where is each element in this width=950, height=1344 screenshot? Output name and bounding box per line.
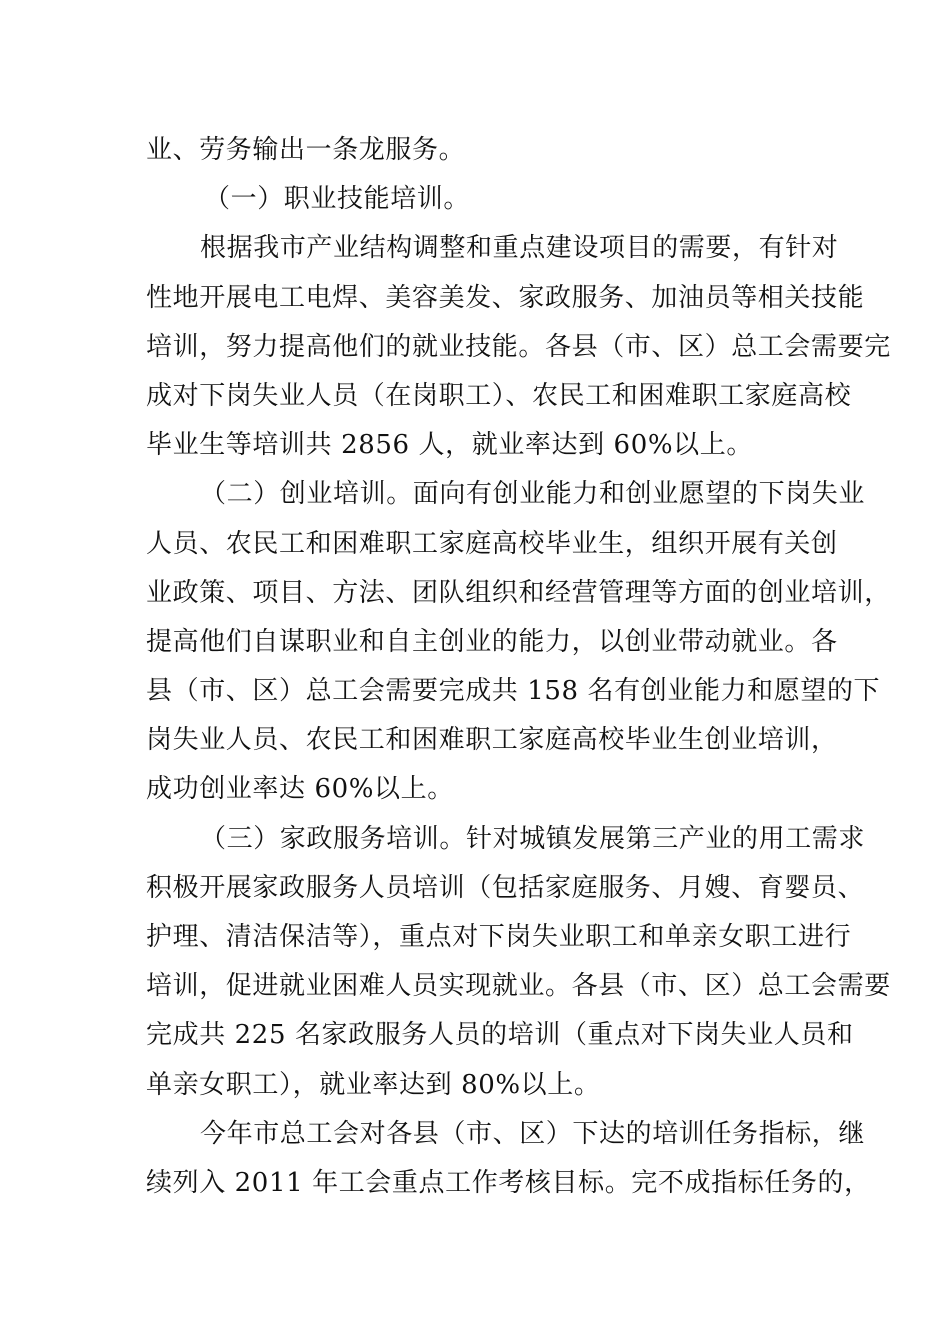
paragraph-line: 今年市总工会对各县（市、区）下达的培训任务指标，继	[200, 1118, 866, 1149]
paragraph-line: 毕业生等培训共 2856 人，就业率达到 60%以上。	[146, 430, 753, 461]
paragraph-line: 续列入 2011 年工会重点工作考核目标。完不成指标任务的，	[146, 1167, 871, 1198]
document-body	[146, 126, 891, 1208]
paragraph-line: 岗失业人员、农民工和困难职工家庭高校毕业生创业培训，	[146, 725, 838, 756]
paragraph-line: 人员、农民工和困难职工家庭高校毕业生，组织开展有关创	[146, 528, 838, 559]
paragraph-line: 护理、清洁保洁等），重点对下岗失业职工和单亲女职工进行	[146, 922, 852, 952]
paragraph-line: 县（市、区）总工会需要完成共 158 名有创业能力和愿望的下	[146, 676, 881, 707]
paragraph-line: 成对下岗失业人员（在岗职工）、农民工和困难职工家庭高校	[146, 380, 852, 411]
paragraph-line: 性地开展电工电焊、美容美发、家政服务、加油员等相关技能	[146, 282, 865, 313]
paragraph-line: 提高他们自谋职业和自主创业的能力，以创业带动就业。各	[146, 626, 838, 657]
paragraph-line: 积极开展家政服务人员培训（包括家庭服务、月嫂、育婴员、	[146, 872, 865, 903]
paragraph-line: 成功创业率达 60%以上。	[146, 774, 454, 805]
paragraph-line: 业政策、项目、方法、团队组织和经营管理等方面的创业培训，	[146, 577, 891, 608]
paragraph-line: （三）家政服务培训。针对城镇发展第三产业的用工需求	[200, 823, 866, 854]
paragraph-line: 完成共 225 名家政服务人员的培训（重点对下岗失业人员和	[146, 1020, 854, 1051]
paragraph-line: 根据我市产业结构调整和重点建设项目的需要，有针对	[200, 233, 839, 264]
paragraph-continuation-line: 业、劳务输出一条龙服务。	[146, 135, 466, 165]
paragraph-line: 培训，努力提高他们的就业技能。各县（市、区）总工会需要完	[146, 331, 891, 362]
section-heading-vocational-training: （一）职业技能培训。	[204, 184, 471, 215]
paragraph-line: 培训，促进就业困难人员实现就业。各县（市、区）总工会需要	[146, 971, 891, 1002]
paragraph-line: 单亲女职工），就业率达到 80%以上。	[146, 1069, 601, 1100]
paragraph-line: （二）创业培训。面向有创业能力和创业愿望的下岗失业	[200, 479, 866, 510]
